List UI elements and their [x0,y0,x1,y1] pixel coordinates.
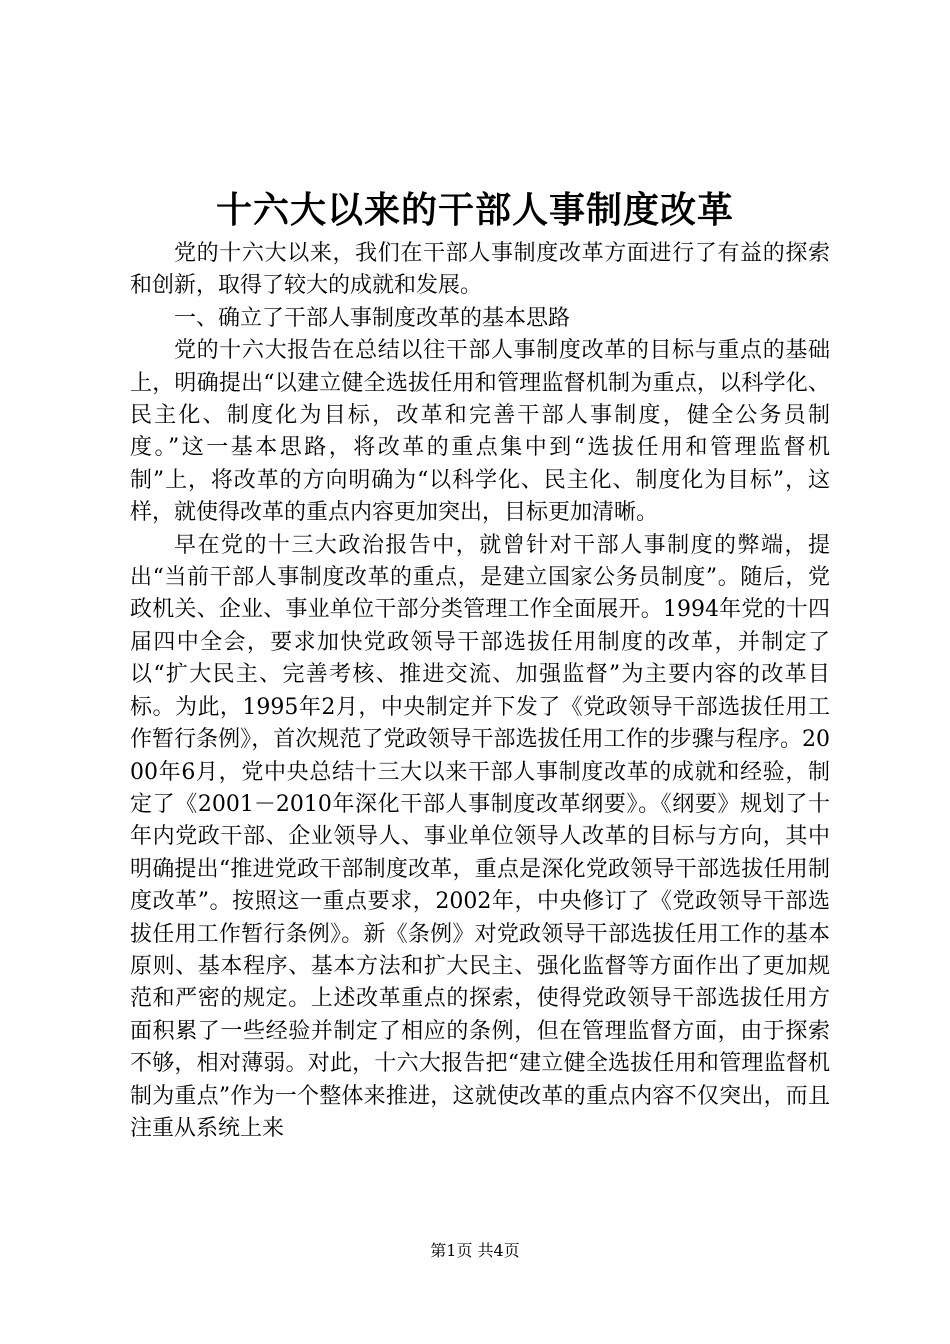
page-number: 第1页 共4页 [430,1241,520,1260]
document-body [130,238,830,1145]
section-heading: 一、确立了干部人事制度改革的基本思路 [174,305,571,331]
document-title: 十六大以来的干部人事制度改革 [215,189,734,231]
paragraph-basic-approach: 党的十六大报告在总结以往干部人事制度改革的目标与重点的基础上，明确提出“以建立健全选拔任用和管理监督机制为重点，以科学化、民主化、制度化为目标，改革和完善干部人事制度，健全公务员制度。”这一基本思路，将改革的重点集中到“选拔任用和管理监督机制”上，将改革的方向明确为“以科学化、民主化、制度化为目标”，这样，就使得改革的重点内容更加突出，目标更加清晰。 [130,338,830,526]
paragraph-history: 早在党的十三大政治报告中，就曾针对干部人事制度的弊端，提出“当前干部人事制度改革的重点，是建立国家公务员制度”。随后，党政机关、企业、事业单位干部分类管理工作全面展开。1994年党的十四届四中全会，要求加快党政领导干部选拔任用制度的改革，并制定了以“扩大民主、完善考核、推进交流、加强监督”为主要内容的改革目标。为此，1995年2月，中央制定并下发了《党政领导干部选拔任用工作暂行条例》，首次规范了党政领导干部选拔任用工作的步骤与程序。2000年6月，党中央总结十三大以来干部人事制度改革的成就和经验，制定了《2001－2010年深化干部人事制度改革纲要》。《纲要》规划了十年内党政干部、企业领导人、事业单位领导人改革的目标与方向，其中明确提出“推进党政干部制度改革，重点是深化党政领导干部选拔任用制度改革”。按照这一重点要求，2002年，中央修订了《党政领导干部选拔任用工作暂行条例》。新《条例》对党政领导干部选拔任用工作的基本原则、基本程序、基本方法和扩大民主、强化监督等方面作出了更加规范和严密的规定。上述改革重点的探索，使得党政领导干部选拔任用方面积累了一些经验并制定了相应的条例，但在管理监督方面，由于探索不够，相对薄弱。对此，十六大报告把“建立健全选拔任用和管理监督机制为重点”作为一个整体来推进，这就使改革的重点内容不仅突出，而且注重从系统上来 [130,532,830,1141]
paragraph-intro: 党的十六大以来，我们在干部人事制度改革方面进行了有益的探索和创新，取得了较大的成就和发展。 [130,241,830,299]
